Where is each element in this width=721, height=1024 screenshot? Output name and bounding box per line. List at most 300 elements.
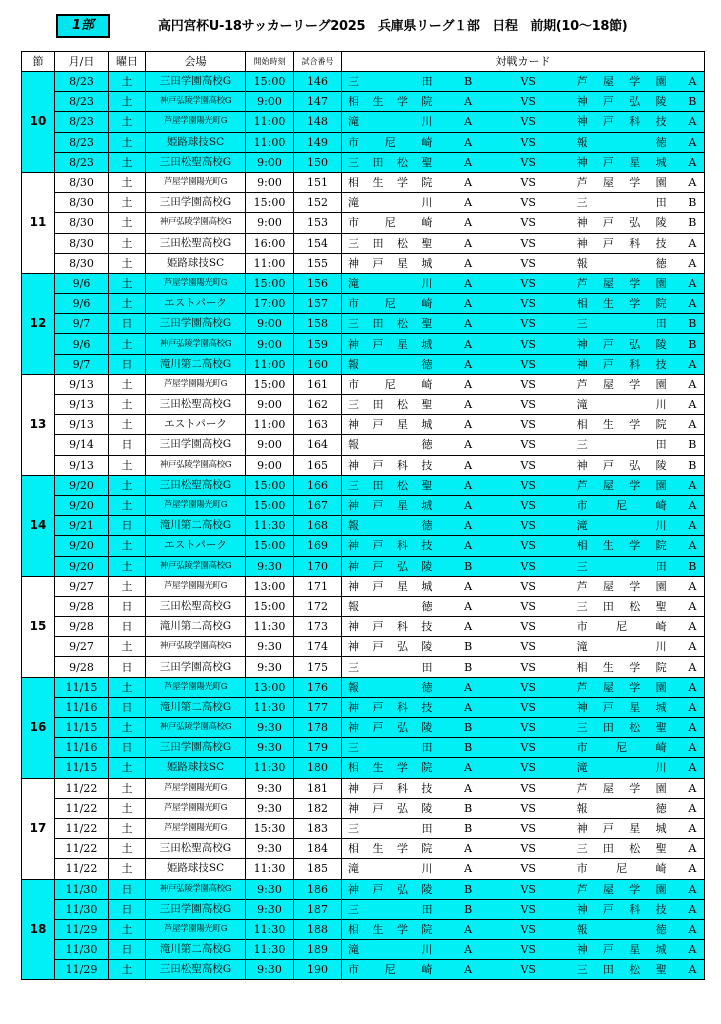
match-date: 11/30 <box>55 940 109 960</box>
match-date: 9/13 <box>55 395 109 415</box>
match-time: 16:00 <box>246 233 294 253</box>
match-time: 9:00 <box>246 314 294 334</box>
match-time: 15:00 <box>246 475 294 495</box>
home-team-name: 滝 川 <box>348 196 433 210</box>
away-team-name: 三 田 松 聖 <box>576 599 667 613</box>
away-team-name: 滝 川 <box>576 519 667 533</box>
match-venue: 芦屋学園陽光町G <box>146 374 246 394</box>
home-group: A <box>464 922 473 936</box>
match-card <box>342 374 705 394</box>
home-team-name: 市 尼 崎 <box>348 216 433 230</box>
away-team-name: 市 尼 崎 <box>576 620 667 634</box>
match-number: 147 <box>294 92 342 112</box>
vs-label: VS <box>520 236 536 250</box>
vs-label: VS <box>520 559 536 573</box>
table-row <box>22 92 705 112</box>
away-group: A <box>688 801 697 815</box>
away-group: A <box>688 398 697 412</box>
table-row <box>22 395 705 415</box>
away-group: A <box>688 377 697 391</box>
match-card <box>342 233 705 253</box>
home-team <box>342 516 456 535</box>
home-team-name: 報 徳 <box>348 519 433 533</box>
match-date: 8/23 <box>55 72 109 92</box>
away-group: A <box>688 579 697 593</box>
match-day: 土 <box>109 859 146 879</box>
vs-label: VS <box>520 478 536 492</box>
match-time: 9:30 <box>246 960 294 980</box>
away-team-name: 相 生 学 院 <box>576 660 667 674</box>
match-time: 11:00 <box>246 112 294 132</box>
match-day: 日 <box>109 617 146 637</box>
match-date: 9/20 <box>55 475 109 495</box>
match-number: 167 <box>294 495 342 515</box>
match-day: 日 <box>109 940 146 960</box>
away-group: B <box>688 216 697 230</box>
match-card <box>342 738 705 758</box>
home-group: A <box>464 398 473 412</box>
home-group: A <box>464 943 473 957</box>
away-team <box>577 456 681 475</box>
away-group: A <box>688 902 697 916</box>
home-team <box>342 718 456 737</box>
away-team <box>577 476 681 495</box>
home-group: A <box>464 579 473 593</box>
match-day: 土 <box>109 839 146 859</box>
away-group: A <box>688 620 697 634</box>
home-group: B <box>464 721 473 735</box>
home-team <box>342 698 456 717</box>
table-row <box>22 617 705 637</box>
match-number: 170 <box>294 556 342 576</box>
away-team <box>577 213 681 232</box>
away-group: A <box>688 781 697 795</box>
home-team-name: 神 戸 星 城 <box>348 337 433 351</box>
away-team-name: 神 戸 科 技 <box>576 902 667 916</box>
away-group: A <box>688 842 697 856</box>
home-group: B <box>464 902 473 916</box>
match-date: 8/23 <box>55 152 109 172</box>
home-team-name: 神 戸 星 城 <box>348 499 433 513</box>
home-team <box>342 314 456 333</box>
match-number: 163 <box>294 415 342 435</box>
table-row <box>22 637 705 657</box>
match-date: 11/29 <box>55 960 109 980</box>
home-team <box>342 213 456 232</box>
vs-label: VS <box>520 902 536 916</box>
match-time: 9:30 <box>246 637 294 657</box>
table-row <box>22 818 705 838</box>
table-row <box>22 839 705 859</box>
match-card <box>342 395 705 415</box>
match-date: 11/22 <box>55 778 109 798</box>
away-team-name: 神 戸 科 技 <box>576 115 667 129</box>
vs-label: VS <box>520 599 536 613</box>
match-date: 11/22 <box>55 839 109 859</box>
match-venue: 滝川第二高校G <box>146 516 246 536</box>
home-team-name: 三 田 <box>348 660 433 674</box>
vs-label: VS <box>520 256 536 270</box>
match-venue: 芦屋学園陽光町G <box>146 818 246 838</box>
match-time: 9:00 <box>246 334 294 354</box>
away-team <box>577 960 681 979</box>
vs-label: VS <box>520 276 536 290</box>
match-time: 11:00 <box>246 354 294 374</box>
match-venue: 神戸弘陵学園高校G <box>146 455 246 475</box>
away-group: B <box>688 458 697 472</box>
away-team-name: 神 戸 弘 陵 <box>576 95 667 109</box>
match-number: 188 <box>294 919 342 939</box>
home-group: A <box>464 842 473 856</box>
table-row <box>22 758 705 778</box>
home-group: A <box>464 862 473 876</box>
match-venue: 神戸弘陵学園高校G <box>146 637 246 657</box>
away-team <box>577 112 681 131</box>
home-team-name: 市 尼 崎 <box>348 297 433 311</box>
match-date: 8/30 <box>55 213 109 233</box>
match-time: 9:00 <box>246 92 294 112</box>
home-team-name: 三 田 <box>348 822 433 836</box>
away-team <box>577 637 681 656</box>
match-number: 166 <box>294 475 342 495</box>
home-group: B <box>464 559 473 573</box>
vs-label: VS <box>520 95 536 109</box>
home-team <box>342 193 456 212</box>
match-number: 151 <box>294 172 342 192</box>
match-time: 15:00 <box>246 193 294 213</box>
match-card <box>342 253 705 273</box>
away-group: A <box>688 761 697 775</box>
home-group: B <box>464 660 473 674</box>
home-team <box>342 234 456 253</box>
home-team <box>342 476 456 495</box>
away-team-name: 市 尼 崎 <box>576 741 667 755</box>
away-team-name: 神 戸 星 城 <box>576 943 667 957</box>
home-group: A <box>464 377 473 391</box>
match-venue: 三田学園高校G <box>146 657 246 677</box>
away-group: B <box>688 337 697 351</box>
match-venue: 芦屋学園陽光町G <box>146 677 246 697</box>
match-day: 土 <box>109 294 146 314</box>
home-team <box>342 880 456 899</box>
away-team <box>577 758 681 777</box>
match-number: 159 <box>294 334 342 354</box>
match-venue: 滝川第二高校G <box>146 697 246 717</box>
table-row <box>22 314 705 334</box>
home-team <box>342 940 456 959</box>
away-team <box>577 173 681 192</box>
match-date: 9/13 <box>55 415 109 435</box>
match-time: 9:00 <box>246 395 294 415</box>
home-group: A <box>464 216 473 230</box>
away-team <box>577 577 681 596</box>
match-date: 8/30 <box>55 253 109 273</box>
vs-label: VS <box>520 196 536 210</box>
home-team-name: 神 戸 星 城 <box>348 579 433 593</box>
match-day: 土 <box>109 475 146 495</box>
home-team <box>342 678 456 697</box>
match-venue: 芦屋学園陽光町G <box>146 172 246 192</box>
match-number: 179 <box>294 738 342 758</box>
home-group: A <box>464 438 473 452</box>
home-group: A <box>464 599 473 613</box>
away-team-name: 三 田 松 聖 <box>576 721 667 735</box>
home-group: A <box>464 317 473 331</box>
home-group: A <box>464 478 473 492</box>
home-team <box>342 133 456 152</box>
match-day: 土 <box>109 778 146 798</box>
home-group: A <box>464 135 473 149</box>
home-group: A <box>464 256 473 270</box>
home-team-name: 神 戸 弘 陵 <box>348 882 433 896</box>
away-team <box>577 375 681 394</box>
table-row <box>22 233 705 253</box>
away-team <box>577 678 681 697</box>
home-team <box>342 173 456 192</box>
home-team-name: 市 尼 崎 <box>348 135 433 149</box>
vs-label: VS <box>520 862 536 876</box>
match-day: 日 <box>109 738 146 758</box>
match-day: 土 <box>109 334 146 354</box>
match-card <box>342 758 705 778</box>
match-day: 土 <box>109 798 146 818</box>
table-row <box>22 798 705 818</box>
away-team <box>577 435 681 454</box>
match-card <box>342 294 705 314</box>
match-day: 土 <box>109 495 146 515</box>
match-time: 11:00 <box>246 253 294 273</box>
vs-label: VS <box>520 317 536 331</box>
match-card <box>342 859 705 879</box>
vs-label: VS <box>520 700 536 714</box>
vs-label: VS <box>520 135 536 149</box>
home-team <box>342 435 456 454</box>
away-team <box>577 294 681 313</box>
home-group: A <box>464 276 473 290</box>
away-group: A <box>688 256 697 270</box>
match-card <box>342 314 705 334</box>
away-team <box>577 859 681 878</box>
schedule-body <box>22 72 705 980</box>
match-card <box>342 273 705 293</box>
match-number: 171 <box>294 576 342 596</box>
table-row <box>22 112 705 132</box>
home-team <box>342 758 456 777</box>
match-card <box>342 637 705 657</box>
away-group: A <box>688 135 697 149</box>
match-time: 9:30 <box>246 899 294 919</box>
match-venue: 滝川第二高校G <box>146 354 246 374</box>
vs-label: VS <box>520 519 536 533</box>
match-day: 日 <box>109 697 146 717</box>
match-number: 162 <box>294 395 342 415</box>
home-team-name: 報 徳 <box>348 438 433 452</box>
home-team-name: 三 田 松 聖 <box>348 478 433 492</box>
match-date: 9/21 <box>55 516 109 536</box>
match-venue: 姫路球技SC <box>146 132 246 152</box>
match-venue: 三田松聖高校G <box>146 960 246 980</box>
away-team-name: 相 生 学 院 <box>576 297 667 311</box>
match-day: 土 <box>109 253 146 273</box>
match-card <box>342 475 705 495</box>
vs-label: VS <box>520 721 536 735</box>
away-team-name: 三 田 <box>576 196 667 210</box>
home-team <box>342 920 456 939</box>
away-team <box>577 274 681 293</box>
home-group: A <box>464 499 473 513</box>
match-venue: 三田松聖高校G <box>146 839 246 859</box>
home-team <box>342 254 456 273</box>
home-team <box>342 900 456 919</box>
match-date: 11/15 <box>55 758 109 778</box>
match-card <box>342 839 705 859</box>
match-day: 土 <box>109 415 146 435</box>
match-time: 9:30 <box>246 738 294 758</box>
away-team-name: 芦 屋 学 園 <box>576 276 667 290</box>
home-team-name: 神 戸 弘 陵 <box>348 721 433 735</box>
table-row <box>22 415 705 435</box>
home-group: B <box>464 822 473 836</box>
match-date: 9/13 <box>55 374 109 394</box>
round-number: 12 <box>22 273 55 374</box>
match-day: 土 <box>109 960 146 980</box>
table-row <box>22 152 705 172</box>
vs-label: VS <box>520 620 536 634</box>
round-number: 17 <box>22 778 55 879</box>
home-group: B <box>464 75 473 89</box>
vs-label: VS <box>520 438 536 452</box>
home-team-name: 三 田 松 聖 <box>348 236 433 250</box>
home-team-name: 神 戸 科 技 <box>348 700 433 714</box>
home-team-name: 滝 川 <box>348 115 433 129</box>
vs-label: VS <box>520 781 536 795</box>
match-time: 11:00 <box>246 132 294 152</box>
away-group: A <box>688 75 697 89</box>
match-card <box>342 354 705 374</box>
match-day: 日 <box>109 354 146 374</box>
match-venue: 芦屋学園陽光町G <box>146 576 246 596</box>
match-venue: 神戸弘陵学園高校G <box>146 334 246 354</box>
match-time: 9:30 <box>246 778 294 798</box>
match-date: 9/6 <box>55 294 109 314</box>
match-venue: 芦屋学園陽光町G <box>146 778 246 798</box>
home-group: B <box>464 801 473 815</box>
table-row <box>22 697 705 717</box>
match-number: 148 <box>294 112 342 132</box>
away-group: A <box>688 499 697 513</box>
match-date: 8/23 <box>55 132 109 152</box>
table-row <box>22 879 705 899</box>
match-venue: 芦屋学園陽光町G <box>146 112 246 132</box>
away-team <box>577 193 681 212</box>
match-date: 11/15 <box>55 718 109 738</box>
vs-label: VS <box>520 155 536 169</box>
home-team-name: 神 戸 科 技 <box>348 539 433 553</box>
away-team-name: 報 徳 <box>576 135 667 149</box>
match-day: 土 <box>109 818 146 838</box>
away-team-name: 相 生 学 院 <box>576 539 667 553</box>
col-date: 月/日 <box>55 52 109 72</box>
home-team <box>342 496 456 515</box>
away-team-name: 三 田 <box>576 559 667 573</box>
match-card <box>342 334 705 354</box>
away-team <box>577 254 681 273</box>
home-group: A <box>464 700 473 714</box>
match-time: 9:00 <box>246 172 294 192</box>
away-team <box>577 718 681 737</box>
match-card <box>342 677 705 697</box>
home-group: A <box>464 781 473 795</box>
match-day: 土 <box>109 374 146 394</box>
match-card <box>342 718 705 738</box>
away-team <box>577 314 681 333</box>
home-team <box>342 658 456 677</box>
home-group: A <box>464 176 473 190</box>
match-date: 11/16 <box>55 697 109 717</box>
away-group: A <box>688 357 697 371</box>
match-card <box>342 576 705 596</box>
away-team-name: 滝 川 <box>576 398 667 412</box>
match-number: 184 <box>294 839 342 859</box>
away-group: A <box>688 721 697 735</box>
division-badge: 1部 <box>56 14 110 38</box>
match-date: 9/7 <box>55 354 109 374</box>
page-title: 高円宮杯U-18サッカーリーグ2025 兵庫県リーグ１部 日程 前期(10～18節) <box>158 19 628 34</box>
match-day: 土 <box>109 193 146 213</box>
match-number: 178 <box>294 718 342 738</box>
match-date: 8/30 <box>55 233 109 253</box>
match-date: 11/30 <box>55 899 109 919</box>
away-team-name: 芦 屋 学 園 <box>576 377 667 391</box>
match-venue: 芦屋学園陽光町G <box>146 919 246 939</box>
table-row <box>22 899 705 919</box>
round-number: 10 <box>22 72 55 173</box>
match-card <box>342 778 705 798</box>
away-team-name: 市 尼 崎 <box>576 499 667 513</box>
table-row <box>22 960 705 980</box>
home-team-name: 相 生 学 院 <box>348 922 433 936</box>
table-row <box>22 213 705 233</box>
home-team-name: 神 戸 科 技 <box>348 620 433 634</box>
home-team-name: 市 尼 崎 <box>348 963 433 977</box>
match-date: 9/13 <box>55 455 109 475</box>
match-day: 日 <box>109 879 146 899</box>
away-team <box>577 557 681 576</box>
home-group: A <box>464 680 473 694</box>
match-day: 土 <box>109 637 146 657</box>
away-group: A <box>688 963 697 977</box>
away-group: B <box>688 438 697 452</box>
home-group: A <box>464 337 473 351</box>
match-time: 13:00 <box>246 677 294 697</box>
vs-label: VS <box>520 741 536 755</box>
match-venue: 姫路球技SC <box>146 253 246 273</box>
match-venue: 姫路球技SC <box>146 859 246 879</box>
home-group: A <box>464 620 473 634</box>
match-date: 9/27 <box>55 576 109 596</box>
vs-label: VS <box>520 579 536 593</box>
match-day: 土 <box>109 92 146 112</box>
match-venue: 姫路球技SC <box>146 758 246 778</box>
away-team-name: 報 徳 <box>576 256 667 270</box>
home-group: B <box>464 882 473 896</box>
match-venue: 神戸弘陵学園高校G <box>146 718 246 738</box>
match-venue: 芦屋学園陽光町G <box>146 495 246 515</box>
away-group: A <box>688 862 697 876</box>
home-team <box>342 577 456 596</box>
round-number: 18 <box>22 879 55 980</box>
table-row <box>22 374 705 394</box>
